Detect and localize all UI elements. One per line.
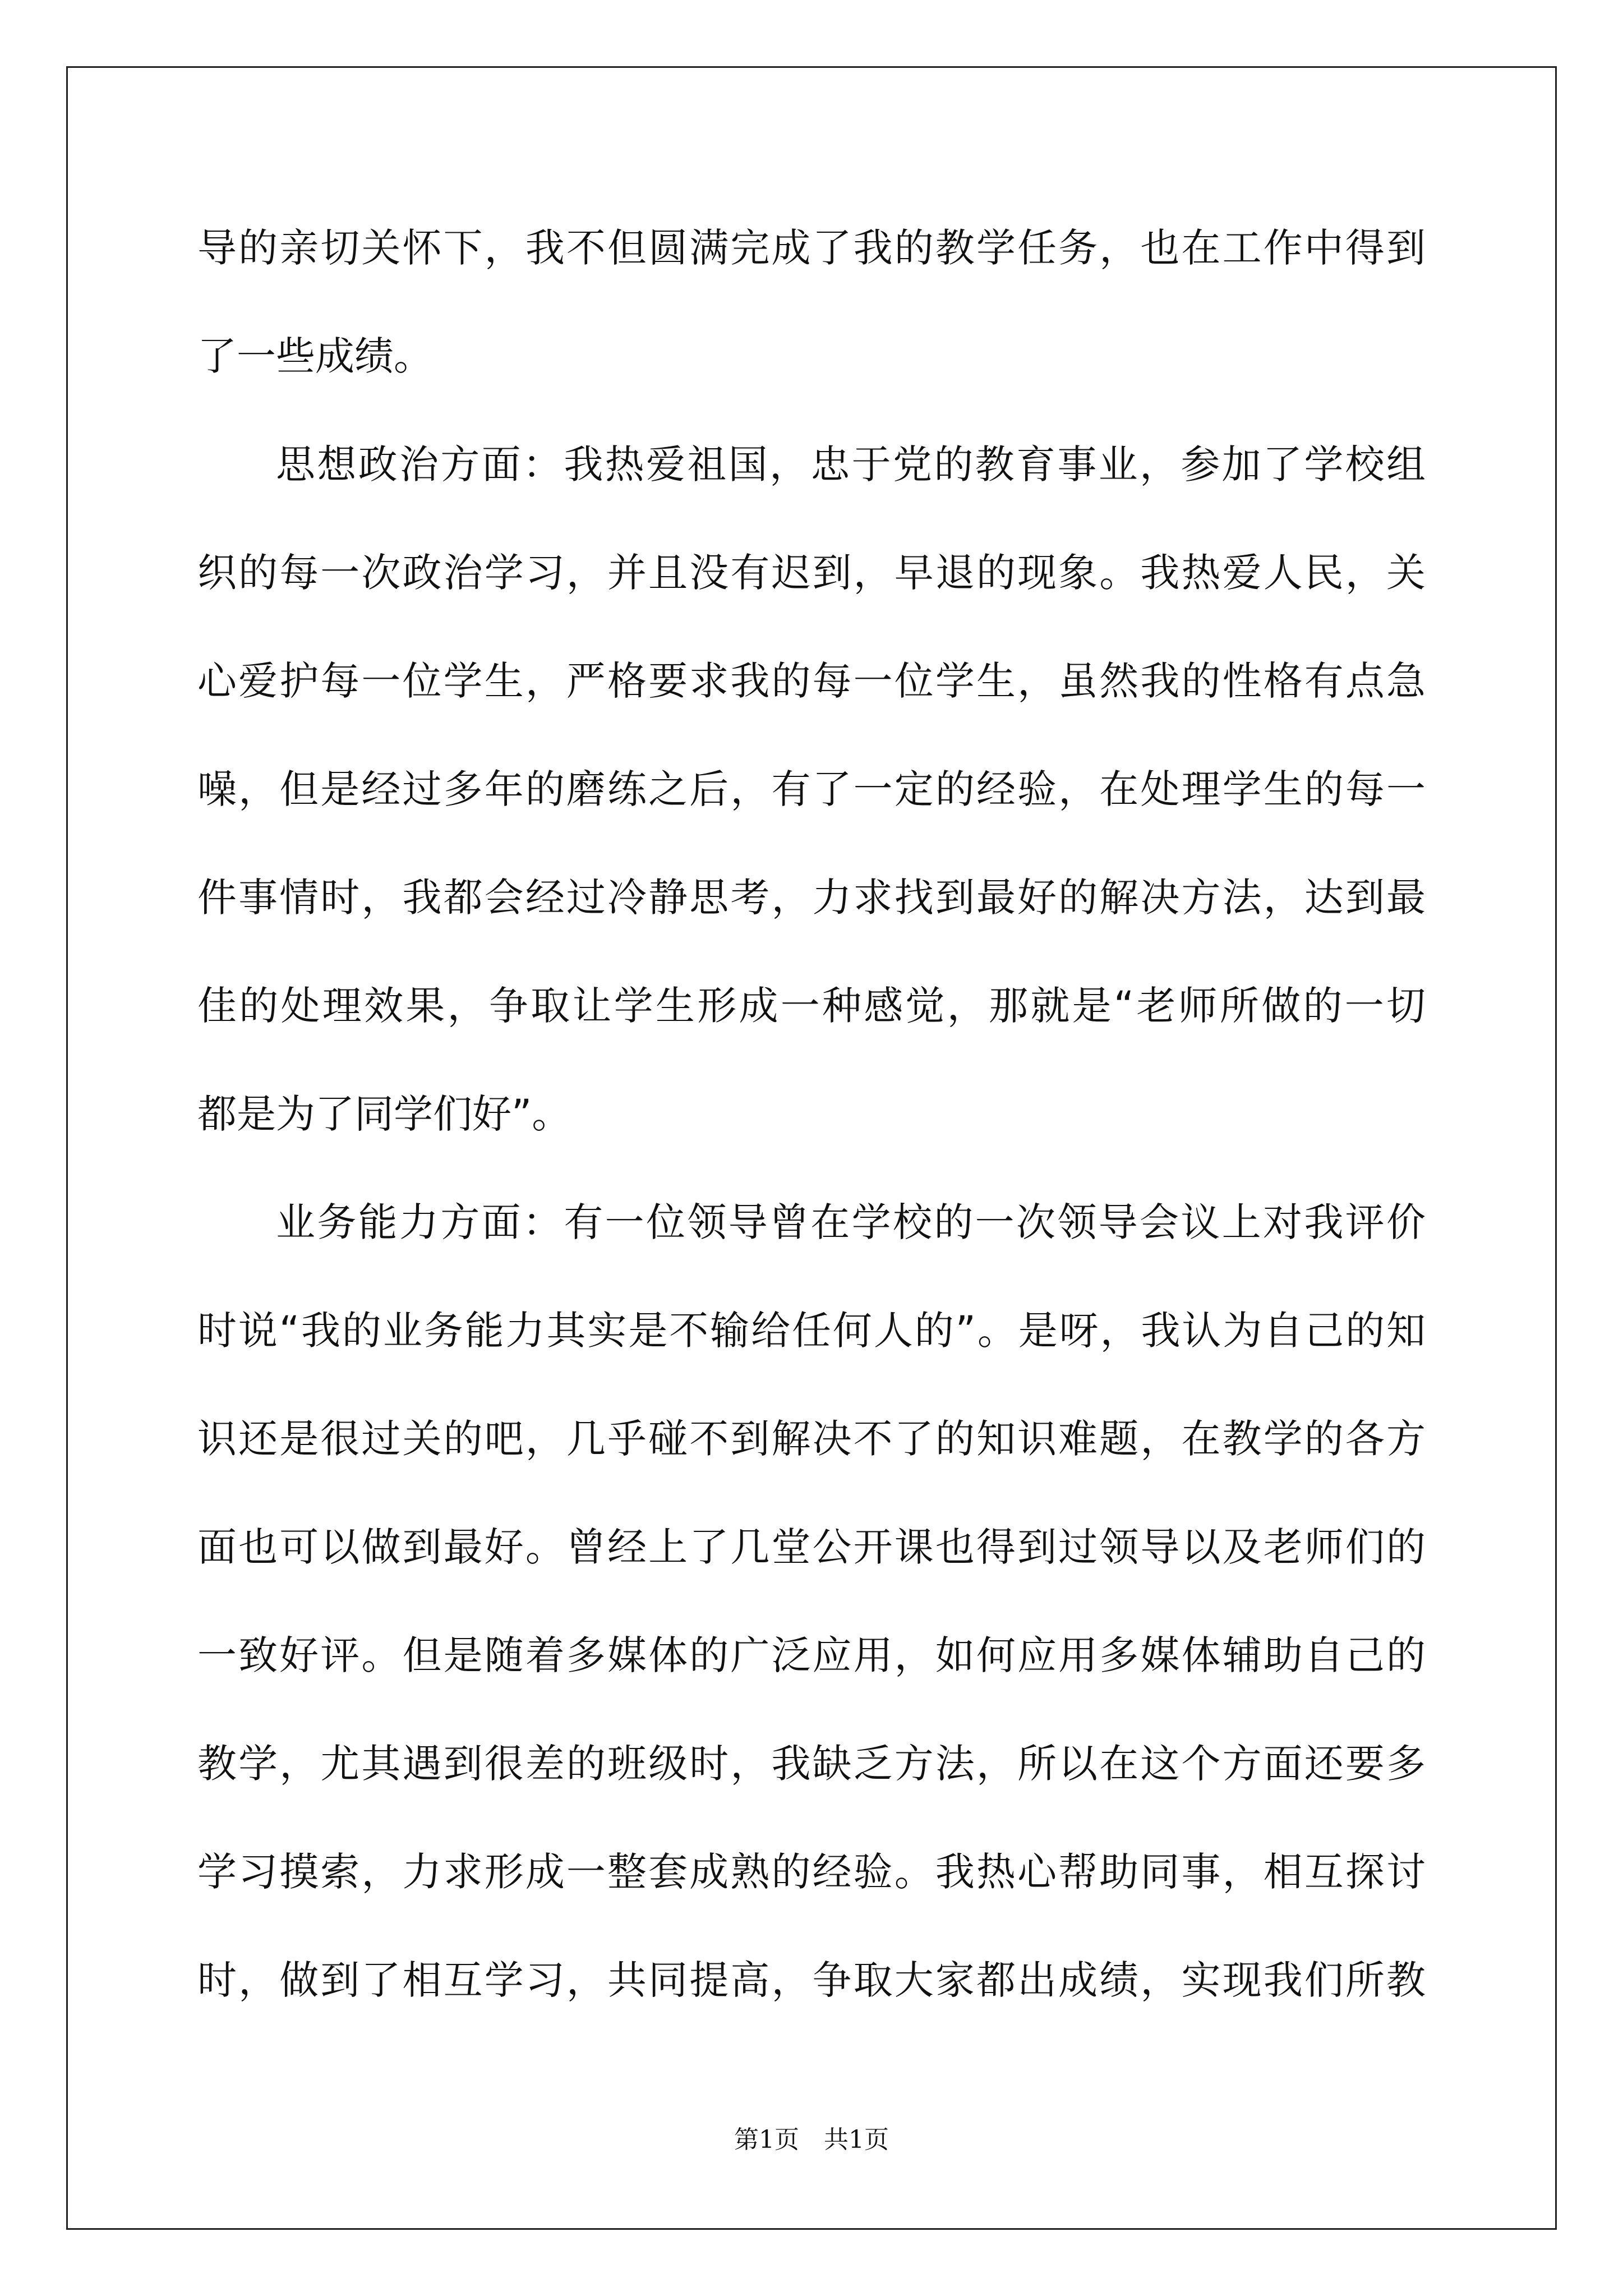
- text-line: 织的每一次政治学习，并且没有迟到，早退的现象。我热爱人民，关: [197, 550, 1426, 596]
- text-line: 教学，尤其遇到很差的班级时，我缺乏方法，所以在这个方面还要多: [197, 1741, 1426, 1787]
- text-line: 佳的处理效果，争取让学生形成一种感觉，那就是“老师所做的一切: [197, 983, 1426, 1029]
- text-line: 学习摸索，力求形成一整套成熟的经验。我热心帮助同事，相互探讨: [197, 1849, 1426, 1895]
- text-line: 一致好评。但是随着多媒体的广泛应用，如何应用多媒体辅助自己的: [197, 1632, 1426, 1678]
- text-line: 面也可以做到最好。曾经上了几堂公开课也得到过领导以及老师们的: [197, 1524, 1426, 1570]
- text-line: 都是为了同学们好”。: [197, 1091, 571, 1137]
- text-line: 时说“我的业务能力其实是不输给任何人的”。是呀，我认为自己的知: [197, 1308, 1426, 1354]
- text-line: 时，做到了相互学习，共同提高，争取大家都出成绩，实现我们所教: [197, 1957, 1426, 2003]
- text-line: 思想政治方面：我热爱祖国，忠于党的教育事业，参加了学校组: [276, 441, 1426, 487]
- page-border: [66, 66, 1557, 2230]
- text-line: 了一些成绩。: [197, 333, 433, 379]
- text-line: 噪，但是经过多年的磨练之后，有了一定的经验，在处理学生的每一: [197, 766, 1426, 812]
- text-line: 导的亲切关怀下，我不但圆满完成了我的教学任务，也在工作中得到: [197, 225, 1426, 271]
- text-line: 识还是很过关的吧，几乎碰不到解决不了的知识难题，在教学的各方: [197, 1416, 1426, 1462]
- text-line: 心爱护每一位学生，严格要求我的每一位学生，虽然我的性格有点急: [197, 658, 1426, 704]
- page-footer: 第1页 共1页: [734, 2125, 889, 2154]
- text-line: 业务能力方面：有一位领导曾在学校的一次领导会议上对我评价: [276, 1199, 1426, 1245]
- text-line: 件事情时，我都会经过冷静思考，力求找到最好的解决方法，达到最: [197, 875, 1426, 921]
